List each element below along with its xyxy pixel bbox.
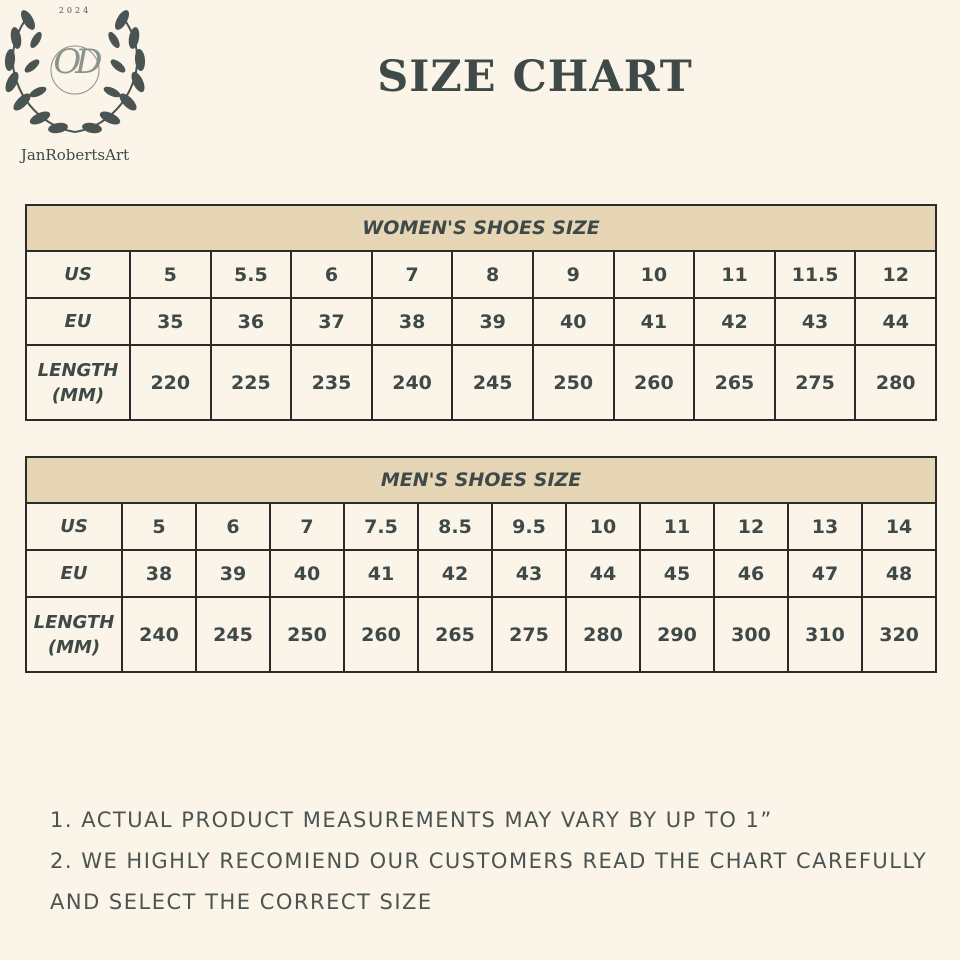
row-label-length bbox=[26, 345, 130, 420]
note-line-3: AND SELECT THE CORRECT SIZE bbox=[50, 890, 433, 914]
table-cell: 290 bbox=[640, 597, 714, 672]
table-cell: 275 bbox=[492, 597, 566, 672]
table-cell: 41 bbox=[614, 298, 695, 345]
table-cell: 42 bbox=[418, 550, 492, 597]
table-cell: 7 bbox=[270, 503, 344, 550]
row-label-us: US bbox=[26, 251, 130, 298]
womens-us-row bbox=[26, 251, 936, 298]
table-cell: 46 bbox=[714, 550, 788, 597]
table-cell: 40 bbox=[270, 550, 344, 597]
table-cell: 245 bbox=[196, 597, 270, 672]
table-cell: 265 bbox=[418, 597, 492, 672]
row-label-length-line2: (MM) bbox=[51, 384, 105, 406]
table-cell: 280 bbox=[855, 345, 936, 420]
table-cell: 47 bbox=[788, 550, 862, 597]
table-cell: 39 bbox=[196, 550, 270, 597]
page-title: SIZE CHART bbox=[377, 52, 693, 102]
table-cell: 9 bbox=[533, 251, 614, 298]
table-cell: 38 bbox=[372, 298, 453, 345]
table-cell: 37 bbox=[291, 298, 372, 345]
table-cell: 310 bbox=[788, 597, 862, 672]
table-cell: 7.5 bbox=[344, 503, 418, 550]
table-cell: 36 bbox=[211, 298, 292, 345]
mens-table-header: MEN'S SHOES SIZE bbox=[26, 457, 936, 503]
table-cell: 250 bbox=[270, 597, 344, 672]
row-label-length-line1: LENGTH bbox=[37, 359, 119, 381]
mens-eu-row bbox=[26, 550, 936, 597]
note-line-2: 2. WE HIGHLY RECOMIEND OUR CUSTOMERS READ THE CHART CAREFULLY bbox=[50, 849, 928, 873]
row-label-eu: EU bbox=[26, 550, 122, 597]
mens-length-row bbox=[26, 597, 936, 672]
table-cell: 9.5 bbox=[492, 503, 566, 550]
table-cell: 250 bbox=[533, 345, 614, 420]
table-cell: 45 bbox=[640, 550, 714, 597]
womens-length-row bbox=[26, 345, 936, 420]
mens-us-row bbox=[26, 503, 936, 550]
table-cell: 6 bbox=[291, 251, 372, 298]
table-cell: 11 bbox=[640, 503, 714, 550]
row-label-length-line2: (MM) bbox=[47, 636, 101, 658]
table-cell: 44 bbox=[566, 550, 640, 597]
table-cell: 11.5 bbox=[775, 251, 856, 298]
row-label-length bbox=[26, 597, 122, 672]
table-cell: 300 bbox=[714, 597, 788, 672]
table-cell: 14 bbox=[862, 503, 936, 550]
table-cell: 12 bbox=[714, 503, 788, 550]
table-cell: 43 bbox=[492, 550, 566, 597]
row-label-us: US bbox=[26, 503, 122, 550]
row-label-length-line1: LENGTH bbox=[33, 611, 115, 633]
logo-brand-name: JanRobertsArt bbox=[20, 146, 130, 164]
table-cell: 240 bbox=[372, 345, 453, 420]
table-cell: 48 bbox=[862, 550, 936, 597]
table-cell: 7 bbox=[372, 251, 453, 298]
table-cell: 225 bbox=[211, 345, 292, 420]
womens-eu-row bbox=[26, 298, 936, 345]
table-cell: 275 bbox=[775, 345, 856, 420]
table-cell: 10 bbox=[614, 251, 695, 298]
table-cell: 44 bbox=[855, 298, 936, 345]
table-cell: 265 bbox=[694, 345, 775, 420]
table-cell: 235 bbox=[291, 345, 372, 420]
table-cell: 38 bbox=[122, 550, 196, 597]
table-cell: 320 bbox=[862, 597, 936, 672]
table-cell: 240 bbox=[122, 597, 196, 672]
table-cell: 8.5 bbox=[418, 503, 492, 550]
note-line-1: 1. ACTUAL PRODUCT MEASUREMENTS MAY VARY BY UP TO 1” bbox=[50, 808, 773, 832]
womens-table-header: WOMEN'S SHOES SIZE bbox=[26, 205, 936, 251]
mens-size-table bbox=[25, 456, 937, 673]
womens-size-table bbox=[25, 204, 937, 421]
table-cell: 5 bbox=[122, 503, 196, 550]
table-cell: 41 bbox=[344, 550, 418, 597]
table-cell: 6 bbox=[196, 503, 270, 550]
brand-logo bbox=[0, 0, 150, 170]
table-cell: 220 bbox=[130, 345, 211, 420]
table-cell: 12 bbox=[855, 251, 936, 298]
table-cell: 13 bbox=[788, 503, 862, 550]
logo-year: 2024 bbox=[58, 6, 92, 15]
table-cell: 260 bbox=[344, 597, 418, 672]
notes-section bbox=[50, 800, 950, 923]
table-cell: 8 bbox=[452, 251, 533, 298]
table-cell: 43 bbox=[775, 298, 856, 345]
table-cell: 5.5 bbox=[211, 251, 292, 298]
table-cell: 35 bbox=[130, 298, 211, 345]
table-cell: 280 bbox=[566, 597, 640, 672]
table-cell: 39 bbox=[452, 298, 533, 345]
table-cell: 245 bbox=[452, 345, 533, 420]
table-cell: 11 bbox=[694, 251, 775, 298]
table-cell: 5 bbox=[130, 251, 211, 298]
logo-monogram: OD bbox=[53, 42, 97, 82]
table-cell: 260 bbox=[614, 345, 695, 420]
table-cell: 42 bbox=[694, 298, 775, 345]
table-cell: 10 bbox=[566, 503, 640, 550]
row-label-eu: EU bbox=[26, 298, 130, 345]
table-cell: 40 bbox=[533, 298, 614, 345]
